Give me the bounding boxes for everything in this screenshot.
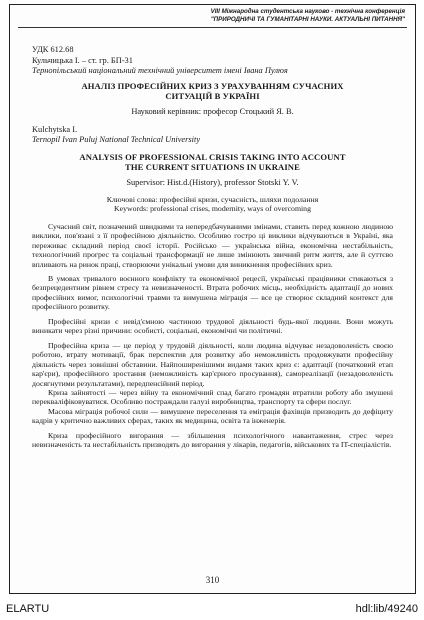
university-en: Ternopil Ivan Puluj National Technical University bbox=[32, 135, 201, 145]
header-rule bbox=[18, 27, 407, 28]
author-en: Kulchytska I. bbox=[32, 124, 78, 134]
title-ua bbox=[32, 81, 393, 102]
keywords-en: Keywords: professional crises, modernity, ways of overcoming bbox=[114, 204, 311, 214]
conference-header bbox=[10, 8, 415, 23]
paragraph-5: Криза зайнятості — через війну та економічний спад багато громадян втратили роботу або змушені перекваліфіковуватися. Особливо постраждали галузі виробництва, транспорту та сфери послуг. bbox=[32, 387, 393, 407]
title-en-line-2: THE CURRENT SITUATIONS IN UKRAINE bbox=[125, 162, 300, 173]
paragraph-6: Масова міграція робочої сили — вимушене переселення та еміграція фахівців призводить до дефіциту кадрів у критично важливих сферах, таких як медицина, освіта та інженерія. bbox=[32, 406, 393, 426]
title-en bbox=[32, 152, 393, 173]
repository-footer bbox=[0, 600, 424, 620]
udc-code: УДК 612.68 bbox=[32, 45, 74, 54]
paragraph-4: Професійна криза — це період у трудовій діяльності, коли людина відчуває незадоволеність своєю роботою, втрату мотивації, брак перспектив для розвитку або неможливість продовжувати професійну діяльність через зовнішні обставини. Найпоширенішими видами таких криз є: адаптації (початковий етап кар'єри), професійного зростання (неможливість кар'єрного просування), самореалізації (незадоволеність досягнутими результатами), передпенсійний період. bbox=[32, 340, 393, 388]
author-ua: Кульчицька І. – ст. гр. БП-31 bbox=[32, 55, 133, 65]
footer-left-label: ELARTU bbox=[6, 603, 50, 615]
keywords-ua: Ключові слова: професійні кризи, сучасність, шляхи подолання bbox=[106, 194, 319, 204]
supervisor-en: Supervisor: Hist.d.(History), professor Stotski Y. V. bbox=[126, 177, 299, 187]
paragraph-7: Криза професійного вигорання — збільшення психологічного навантаження, стрес через невизначеність та нестабільність призводять до вигорання у лікарів, педагогів, військових та IT-спеціалістів. bbox=[32, 430, 393, 450]
supervisor-ua: Науковий керівник: професор Стоцький Я. В. bbox=[131, 106, 294, 116]
article-body bbox=[32, 45, 393, 450]
title-ua-line-1: АНАЛІЗ ПРОФЕСІЙНИХ КРИЗ З УРАХУВАННЯМ СУЧАСНИХ bbox=[81, 80, 344, 91]
paragraph-1: Сучасний світ, позначений швидкими та непередбачуваними змінами, ставить перед кожною людиною виклики, пов'язані з її професійною діяльністю. Особливо гостро ці виклики відчуваються в Україні, яка переживає складний період своєї історії. Російсько — українська війна, економічна нестабільність, технологічний прогрес та соціальні трансформації не лише змінюють звичний ритм життя, але й суттєво впливають на ринок праці, створюючи унікальні умови для виникнення професійних криз. bbox=[32, 221, 393, 269]
page-number: 310 bbox=[205, 575, 220, 585]
paragraph-2: В умовах тривалого воєнного конфлікту та економічної рецесії, українські працівники стикаються з безпрецедентним рівнем стресу та невизначеності. Втрата робочих місць, необхідність адаптації до нових професійних вимог, психологічні травми та вимушена міграція — все це створює складний контекст для професійного розвитку. bbox=[32, 273, 393, 312]
university-ua: Тернопільський національний технічний університет імені Івана Пулюя bbox=[32, 66, 288, 76]
conference-line-2: "ПРИРОДНИЧІ ТА ГУМАНІТАРНІ НАУКИ. АКТУАЛЬНІ ПИТАННЯ" bbox=[210, 15, 405, 23]
footer-right-handle: hdl:lib/49240 bbox=[355, 603, 418, 615]
paragraph-3: Професійні кризи є невід'ємною частиною трудової діяльності будь-якої людини. Вони можуть виникати через різні причини: особисті, соціальні, економічні чи політичні. bbox=[32, 316, 393, 336]
document-page bbox=[9, 4, 416, 594]
title-en-line-1: ANALYSIS OF PROFESSIONAL CRISIS TAKING INTO ACCOUNT bbox=[79, 151, 346, 162]
title-ua-line-2: СИТУАЦІЙ В УКРАЇНІ bbox=[165, 91, 260, 102]
conference-line-1: VIII Міжнародна студентська науково - технічна конференція bbox=[210, 8, 405, 15]
